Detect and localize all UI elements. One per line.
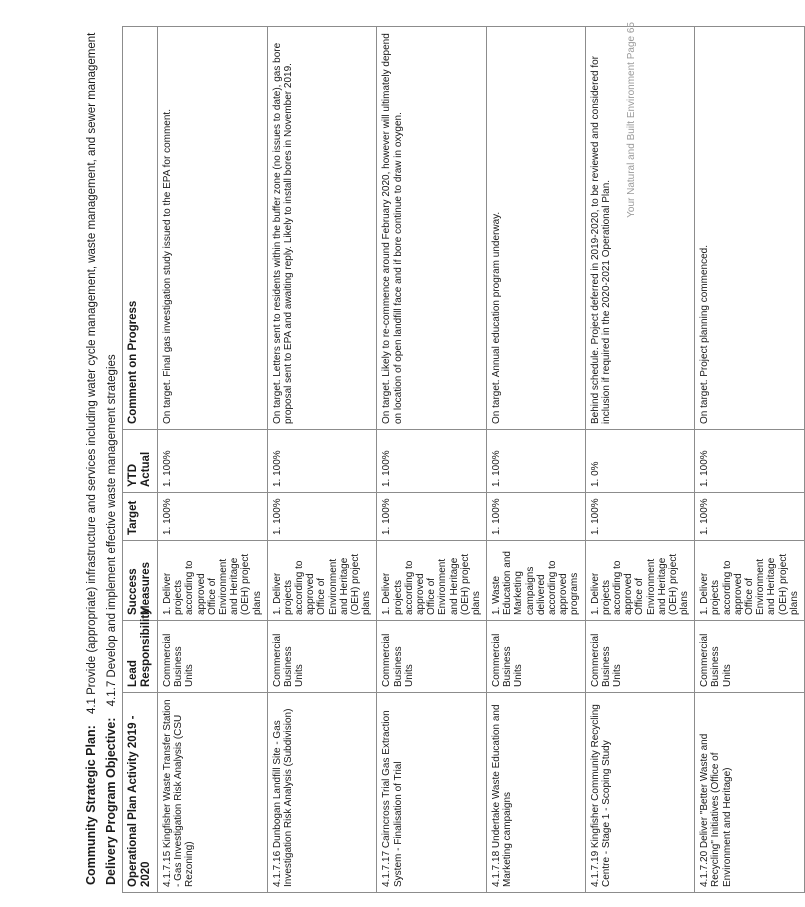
delivery-program-objective-line xyxy=(104,354,118,885)
header-activity: Operational Plan Activity 2019 - 2020 xyxy=(123,693,158,893)
measure-cell: 1. Deliver projects according to approved Office of Environment and Heritage (OEH) project plans xyxy=(585,541,695,621)
activity-cell: 4.1.7.19 Kingfisher Community Recycling Centre - Stage 1 - Scoping Study xyxy=(585,693,695,893)
operational-plan-table xyxy=(122,26,805,893)
header-target: Target xyxy=(123,493,158,541)
table-row xyxy=(267,27,377,893)
lead-cell: Commercial Business Units xyxy=(377,621,487,693)
measure-cell: 1. Deliver projects according to approved Office of Environment and Heritage (OEH) project plans xyxy=(267,541,377,621)
measure-cell: 1. Deliver projects according to approved Office of Environment and Heritage (OEH) project plans xyxy=(695,541,805,621)
header-ytd: YTD Actual xyxy=(123,430,158,493)
activity-cell: 4.1.7.18 Undertake Waste Education and Marketing campaigns xyxy=(487,693,586,893)
table-row xyxy=(158,27,268,893)
plan-value: 4.1 Provide (appropriate) infrastructure and services including water cycle management, waste management, and sewer management xyxy=(86,32,98,715)
lead-cell: Commercial Business Units xyxy=(267,621,377,693)
target-cell: 1. 100% xyxy=(695,493,805,541)
comment-cell: On target. Annual education program underway. xyxy=(487,27,586,430)
comment-cell: On target. Letters sent to residents within the buffer zone (no issues to date), gas bore proposal sent to EPA and awaiting reply. Likely to install bores in November 2019. xyxy=(267,27,377,430)
target-cell: 1. 100% xyxy=(377,493,487,541)
comment-cell: On target. Project planning commenced. xyxy=(695,27,805,430)
measure-cell: 1. Waste Education and Marketing campaigns delivered according to approved programs xyxy=(487,541,586,621)
lead-cell: Commercial Business Units xyxy=(158,621,268,693)
target-cell: 1. 100% xyxy=(585,493,695,541)
lead-cell: Commercial Business Units xyxy=(585,621,695,693)
ytd-cell: 1. 100% xyxy=(158,430,268,493)
table-row xyxy=(377,27,487,893)
header-lead: Lead Responsibility xyxy=(123,621,158,693)
activity-cell: 4.1.7.16 Dunbogan Landfill Site - Gas Investigation Risk Analysis (Subdivision) xyxy=(267,693,377,893)
table-row xyxy=(695,27,805,893)
page-footer: Your Natural and Built Environment Page 65 xyxy=(626,22,637,218)
measure-cell: 1. Deliver projects according to approved Office of Environment and Heritage (OEH) project plans xyxy=(158,541,268,621)
objective-value: 4.1.7 Develop and implement effective waste management strategies xyxy=(106,354,118,707)
ytd-cell: 1. 100% xyxy=(695,430,805,493)
measure-cell: 1. Deliver projects according to approved Office of Environment and Heritage (OEH) project plans xyxy=(377,541,487,621)
lead-cell: Commercial Business Units xyxy=(695,621,805,693)
ytd-cell: 1. 0% xyxy=(585,430,695,493)
ytd-cell: 1. 100% xyxy=(377,430,487,493)
table-header-row xyxy=(123,27,158,893)
ytd-cell: 1. 100% xyxy=(267,430,377,493)
comment-cell: On target. Final gas investigation study issued to the EPA for comment. xyxy=(158,27,268,430)
lead-cell: Commercial Business Units xyxy=(487,621,586,693)
header-success: Success Measures xyxy=(123,541,158,621)
header-comment: Comment on Progress xyxy=(123,27,158,430)
objective-label: Delivery Program Objective: xyxy=(104,717,118,885)
comment-cell: On target. Likely to re-commence around February 2020, however will ultimately depend on location of open landfill face and if bore continue to draw in oxygen. xyxy=(377,27,487,430)
target-cell: 1. 100% xyxy=(487,493,586,541)
community-strategic-plan-line xyxy=(84,33,98,885)
activity-cell: 4.1.7.17 Cairncross Trial Gas Extraction System - Finalisation of Trial xyxy=(377,693,487,893)
table-row xyxy=(487,27,586,893)
target-cell: 1. 100% xyxy=(158,493,268,541)
comment-cell: Behind schedule. Project deferred in 2019-2020, to be reviewed and considered for inclusion if required in the 2020-2021 Operational Plan. xyxy=(585,27,695,430)
plan-label: Community Strategic Plan: xyxy=(84,725,98,885)
target-cell: 1. 100% xyxy=(267,493,377,541)
activity-cell: 4.1.7.20 Deliver "Better Waste and Recycling" Initiatives (Office of Environment and Heritage) xyxy=(695,693,805,893)
activity-cell: 4.1.7.15 Kingfisher Waste Transfer Station - Gas Investigation Risk Analysis (CSU Rezoning) xyxy=(158,693,268,893)
table-row xyxy=(585,27,695,893)
ytd-cell: 1. 100% xyxy=(487,430,586,493)
